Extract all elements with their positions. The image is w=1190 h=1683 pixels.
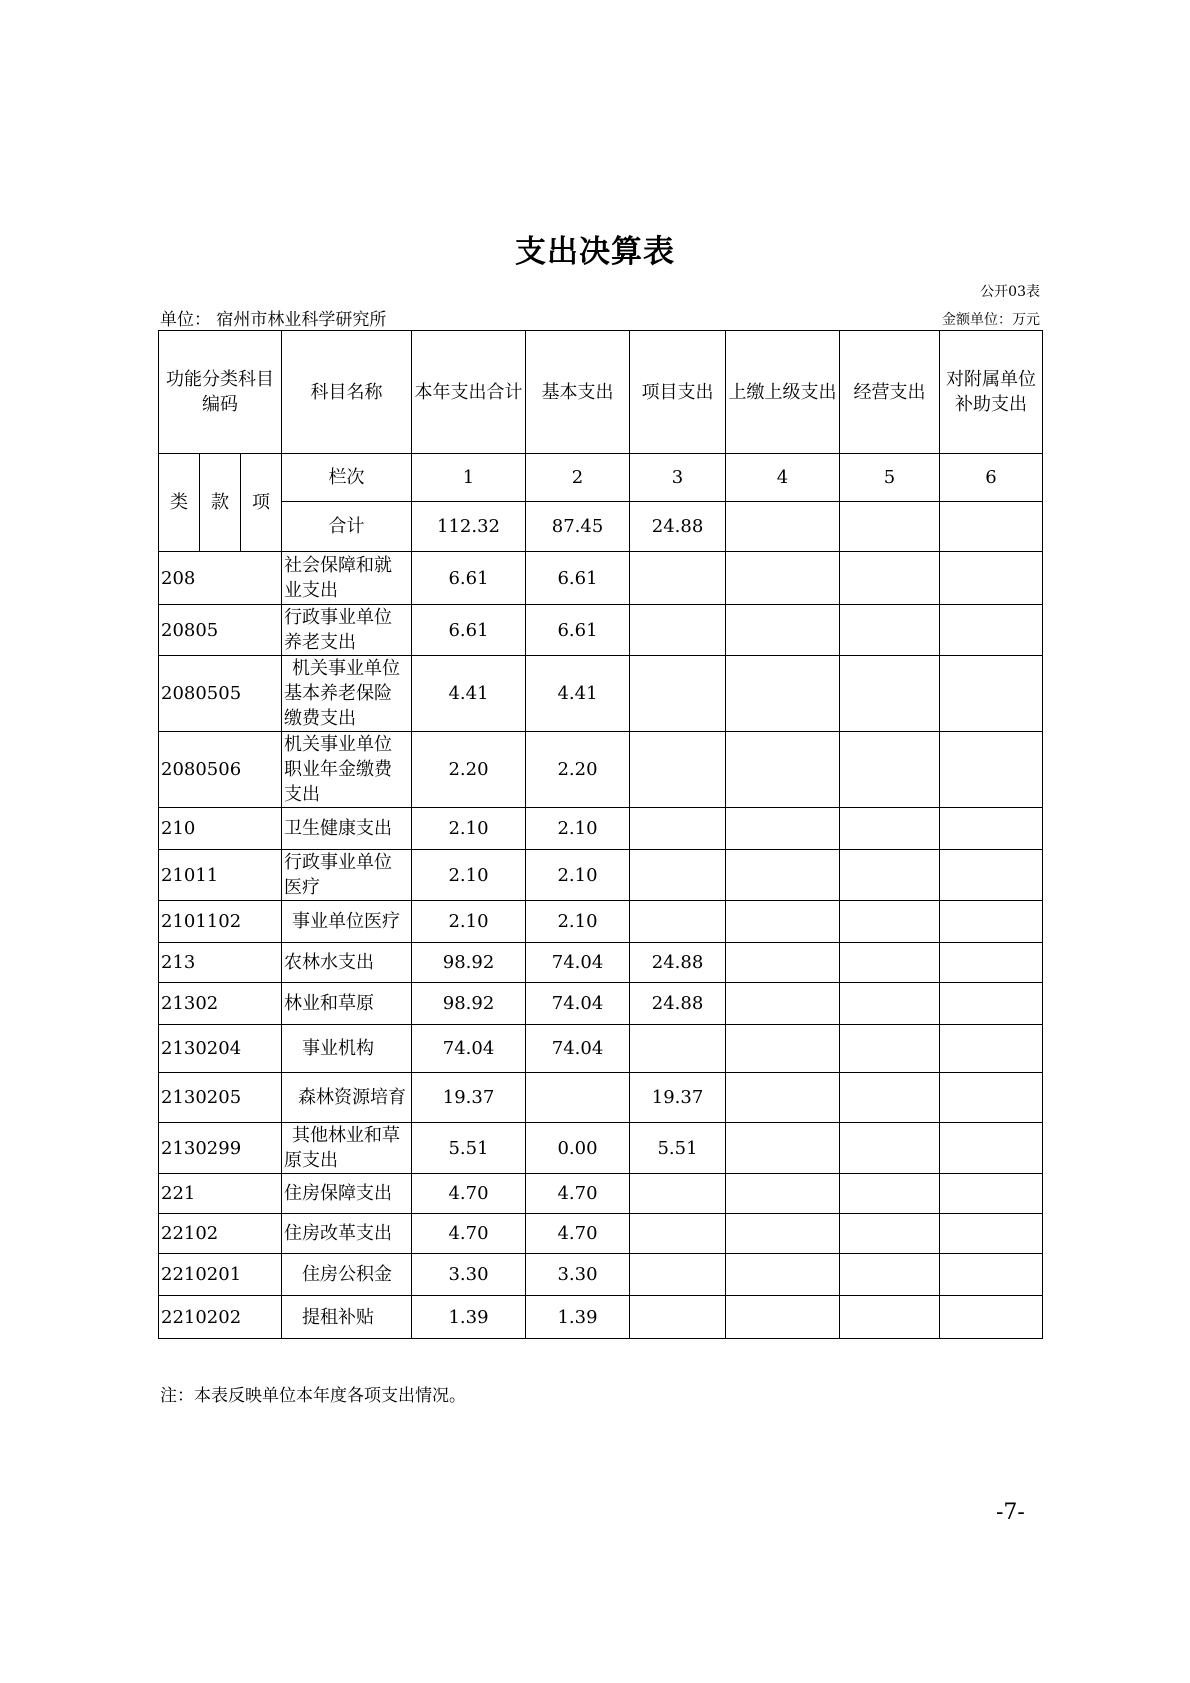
- row-code: 2130204: [159, 1025, 282, 1073]
- table-row: [159, 1214, 1043, 1254]
- row-col5: [840, 808, 940, 850]
- table-row: [159, 901, 1043, 943]
- header-row: [159, 331, 1043, 454]
- row-col5: [840, 1123, 940, 1174]
- row-col2: [526, 1073, 630, 1123]
- row-col6: [940, 1123, 1043, 1174]
- row-col1: 4.70: [412, 1174, 526, 1214]
- unit-line: [160, 305, 1040, 330]
- table-row: [159, 1296, 1043, 1339]
- row-code: 210: [159, 808, 282, 850]
- total-col2: 87.45: [526, 502, 630, 552]
- row-col5: [840, 1296, 940, 1339]
- row-code: 20805: [159, 605, 282, 656]
- row-code: 2080505: [159, 656, 282, 732]
- row-col3: [630, 605, 726, 656]
- row-col3: 5.51: [630, 1123, 726, 1174]
- row-col4: [726, 850, 840, 901]
- row-code: 221: [159, 1174, 282, 1214]
- row-code: 2210202: [159, 1296, 282, 1339]
- row-code: 22102: [159, 1214, 282, 1254]
- row-name: 林业和草原: [282, 983, 412, 1025]
- row-col1: 4.41: [412, 656, 526, 732]
- row-col5: [840, 732, 940, 808]
- column-number-1: 1: [412, 454, 526, 502]
- column-number-3: 3: [630, 454, 726, 502]
- header-col2: 基本支出: [526, 331, 630, 454]
- row-col4: [726, 656, 840, 732]
- row-col3: [630, 1174, 726, 1214]
- total-row: [159, 502, 1043, 552]
- row-col5: [840, 605, 940, 656]
- row-col3: [630, 732, 726, 808]
- row-col5: [840, 943, 940, 983]
- row-name: 行政事业单位养老支出: [282, 605, 412, 656]
- row-col2: 74.04: [526, 1025, 630, 1073]
- row-col2: 6.61: [526, 552, 630, 605]
- page-number: -7-: [996, 1500, 1025, 1525]
- row-col4: [726, 732, 840, 808]
- row-col5: [840, 1254, 940, 1296]
- row-code: 21011: [159, 850, 282, 901]
- row-col5: [840, 850, 940, 901]
- row-name: 社会保障和就业支出: [282, 552, 412, 605]
- row-col3: [630, 901, 726, 943]
- row-name: 住房保障支出: [282, 1174, 412, 1214]
- row-col6: [940, 552, 1043, 605]
- total-col3: 24.88: [630, 502, 726, 552]
- form-number: 公开03表: [980, 284, 1040, 300]
- row-col3: [630, 1214, 726, 1254]
- table-row: [159, 808, 1043, 850]
- row-col1: 2.20: [412, 732, 526, 808]
- row-col4: [726, 552, 840, 605]
- table-row: [159, 983, 1043, 1025]
- row-col1: 2.10: [412, 808, 526, 850]
- row-col1: 5.51: [412, 1123, 526, 1174]
- header-col1: 本年支出合计: [412, 331, 526, 454]
- row-col6: [940, 850, 1043, 901]
- column-number-5: 5: [840, 454, 940, 502]
- row-col1: 19.37: [412, 1073, 526, 1123]
- row-col6: [940, 732, 1043, 808]
- header-code: 功能分类科目编码: [159, 331, 282, 454]
- row-name: 机关事业单位基本养老保险缴费支出: [282, 656, 412, 732]
- row-col6: [940, 1174, 1043, 1214]
- column-number-row: [159, 454, 1043, 502]
- row-code: 2130299: [159, 1123, 282, 1174]
- row-code: 2080506: [159, 732, 282, 808]
- row-col6: [940, 1214, 1043, 1254]
- row-col3: [630, 1296, 726, 1339]
- table-row: [159, 732, 1043, 808]
- row-col2: 74.04: [526, 983, 630, 1025]
- row-col5: [840, 552, 940, 605]
- row-code: 2130205: [159, 1073, 282, 1123]
- row-col6: [940, 808, 1043, 850]
- header-col6: 对附属单位补助支出: [940, 331, 1043, 454]
- row-col2: 3.30: [526, 1254, 630, 1296]
- row-col2: 0.00: [526, 1123, 630, 1174]
- row-name: 森林资源培育: [282, 1073, 412, 1123]
- row-col4: [726, 983, 840, 1025]
- row-col4: [726, 1254, 840, 1296]
- total-label: 合计: [282, 502, 412, 552]
- row-col6: [940, 1296, 1043, 1339]
- row-name: 卫生健康支出: [282, 808, 412, 850]
- table-row: [159, 850, 1043, 901]
- table-row: [159, 1025, 1043, 1073]
- row-col4: [726, 901, 840, 943]
- row-code: 2210201: [159, 1254, 282, 1296]
- amount-unit: 金额单位：万元: [942, 312, 1040, 328]
- row-name: 农林水支出: [282, 943, 412, 983]
- row-col3: [630, 808, 726, 850]
- table-row: [159, 1174, 1043, 1214]
- row-name: 事业机构: [282, 1025, 412, 1073]
- row-col5: [840, 1214, 940, 1254]
- row-col3: [630, 552, 726, 605]
- table-row: [159, 1073, 1043, 1123]
- row-col2: 4.70: [526, 1214, 630, 1254]
- row-col6: [940, 901, 1043, 943]
- header-col5: 经营支出: [840, 331, 940, 454]
- row-code: 2101102: [159, 901, 282, 943]
- row-col2: 2.10: [526, 808, 630, 850]
- row-col1: 6.61: [412, 552, 526, 605]
- row-code: 213: [159, 943, 282, 983]
- row-col5: [840, 1174, 940, 1214]
- row-col4: [726, 808, 840, 850]
- header-xiang: 项: [241, 454, 282, 552]
- row-col6: [940, 943, 1043, 983]
- row-col4: [726, 1174, 840, 1214]
- row-col4: [726, 1123, 840, 1174]
- table-row: [159, 552, 1043, 605]
- row-col6: [940, 1025, 1043, 1073]
- row-name: 事业单位医疗: [282, 901, 412, 943]
- row-code: 208: [159, 552, 282, 605]
- row-col2: 4.70: [526, 1174, 630, 1214]
- row-col2: 6.61: [526, 605, 630, 656]
- row-col4: [726, 1296, 840, 1339]
- table-row: [159, 943, 1043, 983]
- row-col3: 24.88: [630, 943, 726, 983]
- row-col1: 2.10: [412, 901, 526, 943]
- row-col1: 2.10: [412, 850, 526, 901]
- row-col3: [630, 850, 726, 901]
- row-col5: [840, 1025, 940, 1073]
- row-col4: [726, 1073, 840, 1123]
- row-name: 其他林业和草原支出: [282, 1123, 412, 1174]
- row-col1: 74.04: [412, 1025, 526, 1073]
- row-col1: 1.39: [412, 1296, 526, 1339]
- row-col4: [726, 1214, 840, 1254]
- total-col5: [840, 502, 940, 552]
- row-col2: 2.10: [526, 850, 630, 901]
- row-col6: [940, 605, 1043, 656]
- row-col2: 1.39: [526, 1296, 630, 1339]
- row-col3: 24.88: [630, 983, 726, 1025]
- row-col1: 3.30: [412, 1254, 526, 1296]
- row-col5: [840, 901, 940, 943]
- table-note: 注：本表反映单位本年度各项支出情况。: [160, 1386, 466, 1406]
- expenditure-table: [158, 330, 1043, 1339]
- row-col3: [630, 656, 726, 732]
- row-col6: [940, 656, 1043, 732]
- total-col4: [726, 502, 840, 552]
- row-col1: 6.61: [412, 605, 526, 656]
- total-col1: 112.32: [412, 502, 526, 552]
- column-number-4: 4: [726, 454, 840, 502]
- row-col3: 19.37: [630, 1073, 726, 1123]
- table-row: [159, 656, 1043, 732]
- row-name: 提租补贴: [282, 1296, 412, 1339]
- row-col4: [726, 943, 840, 983]
- total-col6: [940, 502, 1043, 552]
- header-col4: 上缴上级支出: [726, 331, 840, 454]
- header-lei: 类: [159, 454, 200, 552]
- column-number-6: 6: [940, 454, 1043, 502]
- row-col6: [940, 1254, 1043, 1296]
- row-col2: 2.20: [526, 732, 630, 808]
- row-col4: [726, 1025, 840, 1073]
- table-row: [159, 1254, 1043, 1296]
- row-name: 机关事业单位职业年金缴费支出: [282, 732, 412, 808]
- row-col6: [940, 983, 1043, 1025]
- row-col2: 74.04: [526, 943, 630, 983]
- column-number-2: 2: [526, 454, 630, 502]
- row-col1: 4.70: [412, 1214, 526, 1254]
- table-row: [159, 1123, 1043, 1174]
- unit-label: 单位： 宿州市林业科学研究所: [160, 310, 387, 330]
- row-col5: [840, 656, 940, 732]
- row-code: 21302: [159, 983, 282, 1025]
- row-col5: [840, 1073, 940, 1123]
- row-col2: 4.41: [526, 656, 630, 732]
- header-col3: 项目支出: [630, 331, 726, 454]
- header-name: 科目名称: [282, 331, 412, 454]
- page-title: 支出决算表: [515, 234, 675, 270]
- header-lanci: 栏次: [282, 454, 412, 502]
- row-col1: 98.92: [412, 983, 526, 1025]
- header-kuan: 款: [200, 454, 241, 552]
- row-col1: 98.92: [412, 943, 526, 983]
- row-col4: [726, 605, 840, 656]
- row-name: 行政事业单位医疗: [282, 850, 412, 901]
- row-col3: [630, 1254, 726, 1296]
- row-name: 住房公积金: [282, 1254, 412, 1296]
- row-name: 住房改革支出: [282, 1214, 412, 1254]
- table-body: [159, 331, 1043, 1339]
- row-col5: [840, 983, 940, 1025]
- row-col6: [940, 1073, 1043, 1123]
- table-row: [159, 605, 1043, 656]
- row-col3: [630, 1025, 726, 1073]
- row-col2: 2.10: [526, 901, 630, 943]
